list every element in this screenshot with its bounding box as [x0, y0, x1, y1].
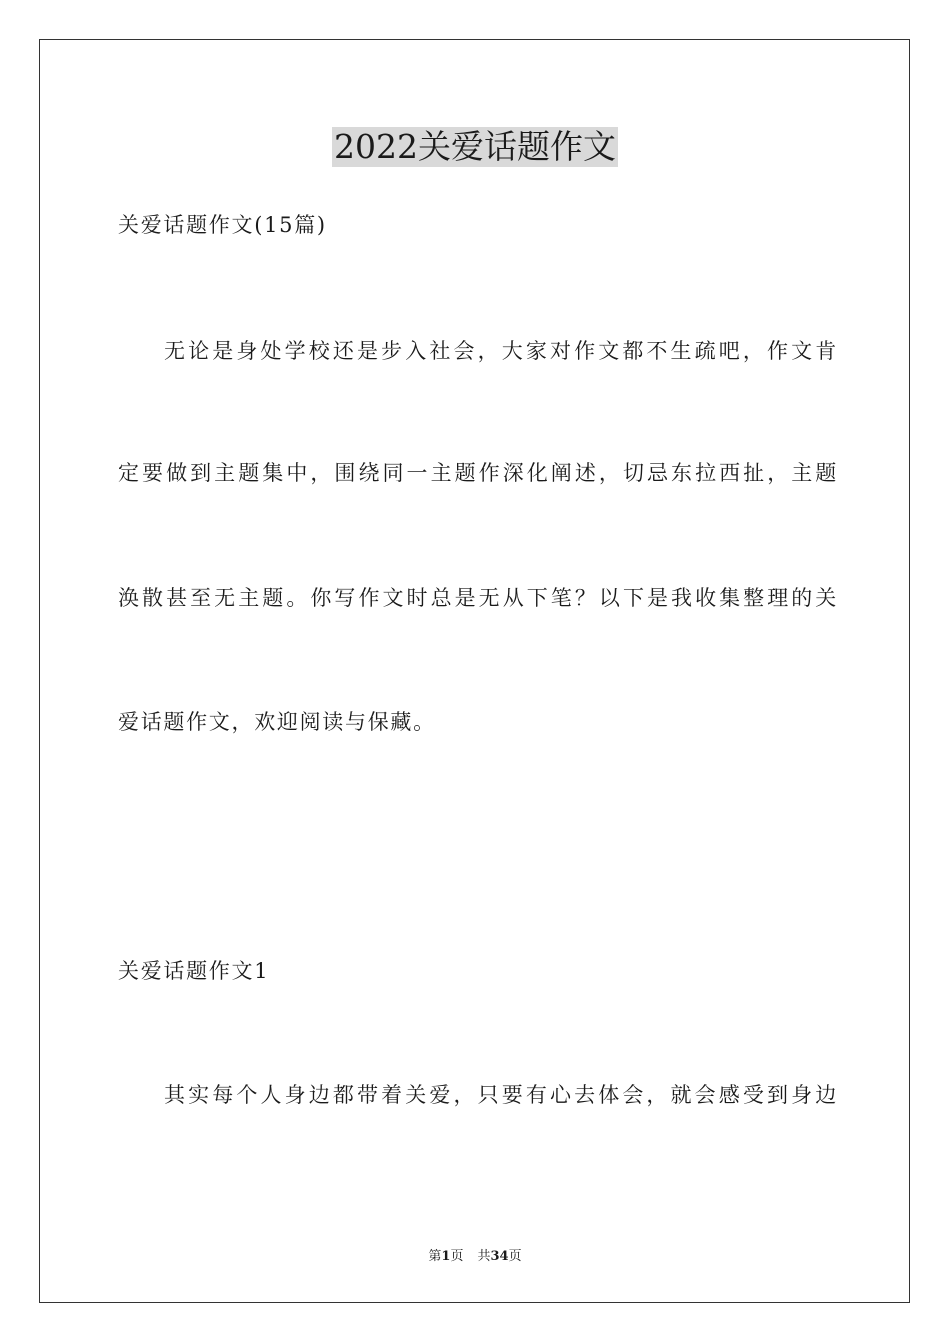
footer-total-prefix: 共: [477, 1249, 491, 1264]
document-subtitle: 关爱话题作文(15篇): [118, 213, 327, 237]
intro-line-3: 涣散甚至无主题。你写作文时总是无从下笔？以下是我收集整理的关: [118, 586, 838, 610]
footer-page-prefix: 第: [428, 1249, 442, 1264]
section-line-1: 其实每个人身边都带着关爱，只要有心去体会，就会感受到身边: [164, 1083, 838, 1107]
page-footer: [0, 1248, 950, 1266]
footer-page-current: 1: [441, 1249, 451, 1264]
section-heading: 关爱话题作文1: [118, 959, 270, 983]
intro-line-2: 定要做到主题集中，围绕同一主题作深化阐述，切忌东拉西扯，主题: [118, 461, 838, 485]
footer-page-suffix: 页: [450, 1249, 464, 1264]
title-container: [0, 127, 950, 167]
footer-total-suffix: 页: [508, 1249, 522, 1264]
intro-line-4: 爱话题作文，欢迎阅读与保藏。: [118, 710, 436, 734]
intro-line-1: 无论是身处学校还是步入社会，大家对作文都不生疏吧，作文肯: [164, 339, 838, 363]
footer-page-total: 34: [490, 1249, 509, 1264]
document-title: 2022关爱话题作文: [334, 127, 616, 166]
